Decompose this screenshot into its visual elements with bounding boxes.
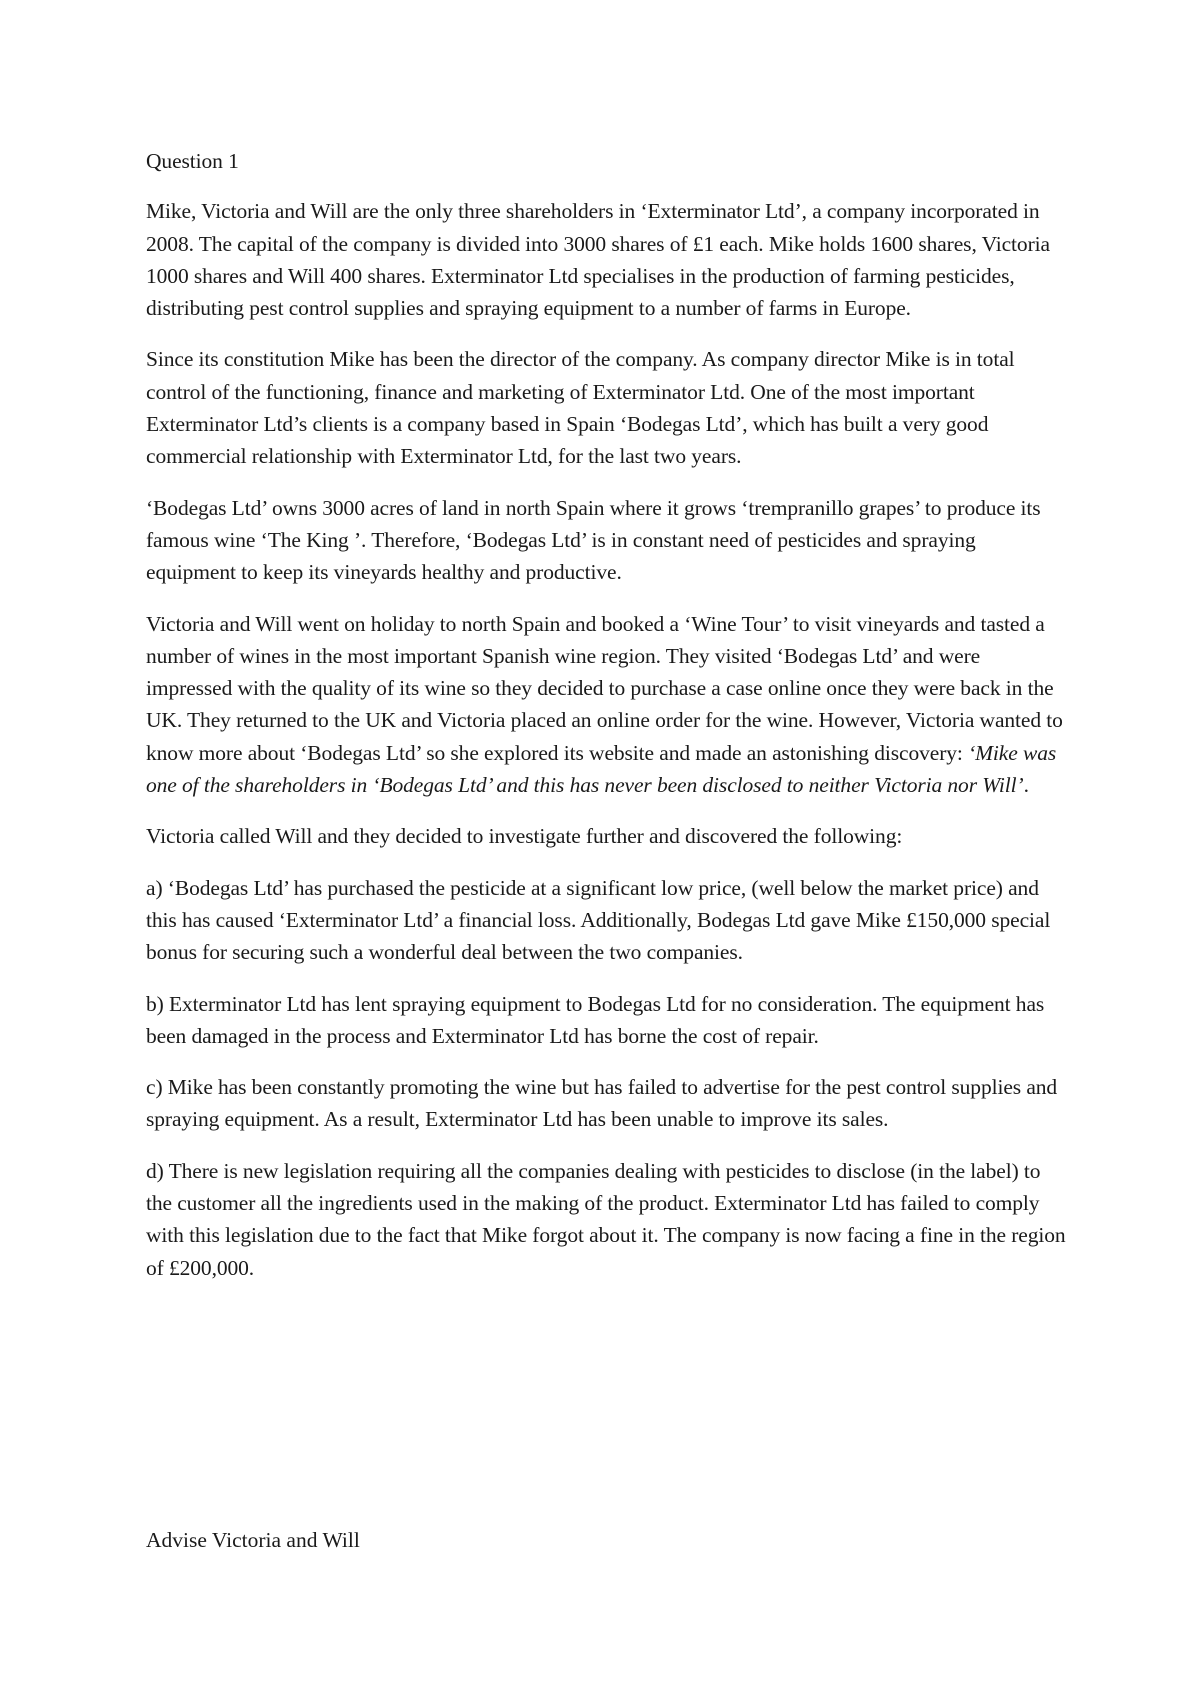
finding-b: b) Exterminator Ltd has lent spraying equipment to Bodegas Ltd for no consideration. The equipment has been damaged in the process and Exterminator Ltd has borne the cost of repair.	[146, 991, 1045, 1048]
paragraph-investigation: Victoria called Will and they decided to investigate further and discovered the following:	[146, 824, 903, 849]
paragraph-director: Since its constitution Mike has been the director of the company. As company director Mike is in total control of the functioning, finance and marketing of Exterminator Ltd. One of the most important Exterminator Ltd’s clients is a company based in Spain ‘Bodegas Ltd’, which has built a very good commercial relationship with Exterminator Ltd, for the last two years.	[146, 347, 1015, 469]
paragraph-bodegas: ‘Bodegas Ltd’ owns 3000 acres of land in north Spain where it grows ‘trempranillo grapes’ to produce its famous wine ‘The King ’. Therefore, ‘Bodegas Ltd’ is in constant need of pesticides and spraying equipment to keep its vineyards healthy and productive.	[146, 495, 1041, 585]
paragraph-wine-tour-end: .	[1023, 773, 1029, 798]
finding-c: c) Mike has been constantly promoting the wine but has failed to advertise for the pest control supplies and spraying equipment. As a result, Exterminator Ltd has been unable to improve its sales.	[146, 1075, 1058, 1132]
paragraph-wine-tour-text: Victoria and Will went on holiday to north Spain and booked a ‘Wine Tour’ to visit vineyards and tasted a number of wines in the most important Spanish wine region. They visited ‘Bodegas Ltd’ and were impressed with the quality of its wine so they decided to purchase a case online once they were back in the UK. They returned to the UK and Victoria placed an online order for the wine. However, Victoria wanted to know more about ‘Bodegas Ltd’ so she explored its website and made an astonishing discovery:	[146, 611, 1063, 765]
finding-d: d) There is new legislation requiring all the companies dealing with pesticides to disclose (in the label) to the customer all the ingredients used in the making of the product. Exterminator Ltd has failed to comply with this legislation due to the fact that Mike forgot about it. The company is now facing a fine in the region of £200,000.	[146, 1158, 1066, 1280]
paragraph-wine-tour	[146, 608, 1066, 802]
discovery-quote: ‘Mike was one of the shareholders in ‘Bodegas Ltd’ and this has never been disclosed to neither Victoria nor Will’	[146, 740, 1057, 798]
closing-instruction: Advise Victoria and Will	[146, 1528, 360, 1552]
question-heading: Question 1	[146, 149, 239, 173]
finding-a: a) ‘Bodegas Ltd’ has purchased the pesticide at a significant low price, (well below the market price) and this has caused ‘Exterminator Ltd’ a financial loss. Additionally, Bodegas Ltd gave Mike £150,000 special bonus for securing such a wonderful deal between the two companies.	[146, 875, 1051, 965]
paragraph-shareholders: Mike, Victoria and Will are the only three shareholders in ‘Exterminator Ltd’, a company incorporated in 2008. The capital of the company is divided into 3000 shares of £1 each. Mike holds 1600 shares, Victoria 1000 shares and Will 400 shares. Exterminator Ltd specialises in the production of farming pesticides, distributing pest control supplies and spraying equipment to a number of farms in Europe.	[146, 199, 1050, 321]
document-body	[146, 145, 1066, 1303]
